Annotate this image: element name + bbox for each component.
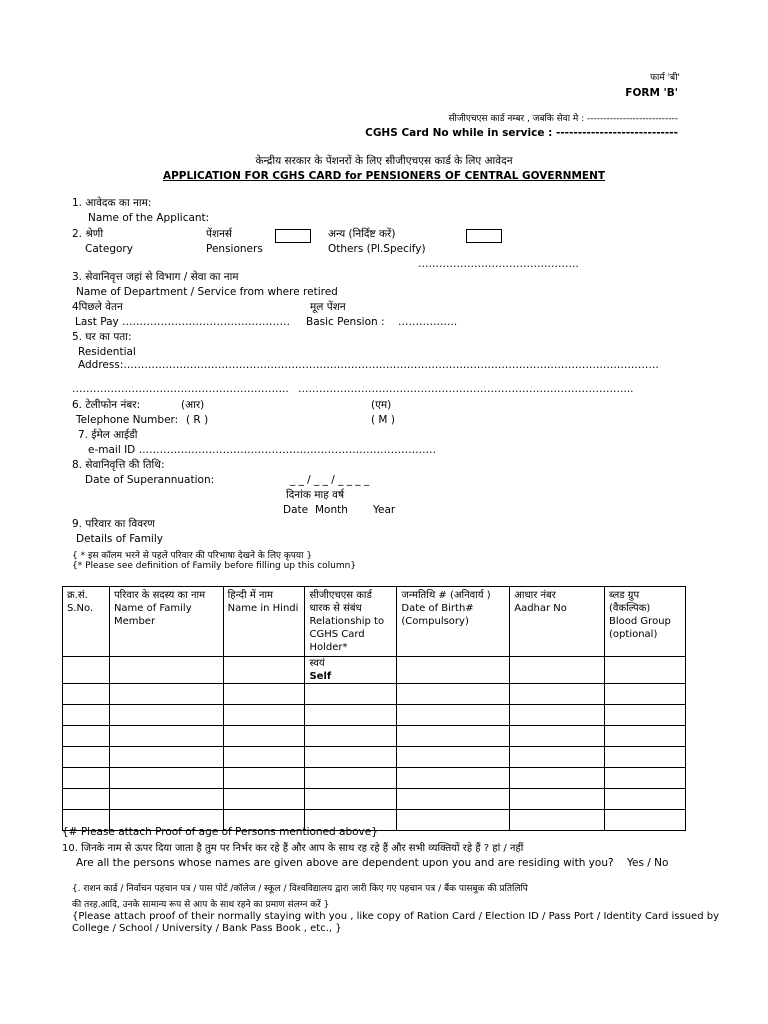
others-checkbox[interactable]	[466, 229, 502, 243]
pensioners-checkbox[interactable]	[275, 229, 311, 243]
date-label: Date	[283, 504, 309, 516]
title-hindi: केन्द्रीय सरकार के पेंशनरों के लिए सीजीएचएस कार्ड के लिए आवेदन	[255, 155, 513, 167]
table-row	[63, 684, 686, 705]
col-sno: क्र.सं. S.No.	[63, 587, 110, 657]
self-cell: स्वयं Self	[305, 657, 397, 684]
telephone-r-label-hindi: (आर)	[181, 399, 205, 411]
others-label: Others (Pl.Specify)	[328, 243, 426, 255]
superannuation-label-hindi: 8. सेवानिवृत्ति की तिथि:	[72, 459, 165, 471]
email-field[interactable]: e-mail ID ………………………………………………………………………….	[88, 444, 436, 456]
table-row	[63, 657, 686, 684]
telephone-m-label: ( M )	[371, 414, 395, 426]
month-label: Month	[315, 504, 348, 516]
form-label: FORM 'B'	[625, 87, 678, 99]
dependents-question: Are all the persons whose names are given above are dependent upon you and are residing with you?	[76, 857, 614, 869]
telephone-label: Telephone Number:	[76, 414, 179, 426]
department-label: Name of Department / Service from where retired	[76, 286, 338, 298]
dependents-yes-no[interactable]: Yes / No	[627, 857, 669, 869]
superannuation-label: Date of Superannuation:	[85, 474, 215, 486]
address-field-line1[interactable]: Address:………………………………………………………………………………………………………………………………………	[78, 359, 659, 371]
cghs-card-no-hindi: सीजीएचएस कार्ड नम्बर , जबकि सेवा मे : ----------------------------	[448, 114, 678, 124]
category-label-hindi: 2. श्रेणी	[72, 228, 104, 240]
last-pay-field[interactable]: Last Pay …………………………………………	[75, 316, 291, 328]
telephone-label-hindi: 6. टेलीफोन नंबर:	[72, 399, 141, 411]
table-row	[63, 726, 686, 747]
residence-proof-hindi-1: {. राशन कार्ड / निर्वाचन पहचान पत्र / पास पोर्ट /कॉलेज / स्कूल / विश्वविद्यालय द्वारा जारी किए गए पहचान पत्र / बैंक पासबुक की प्रतिलिपि	[72, 884, 528, 894]
date-month-year-hindi: दिनांक माह वर्ष	[286, 489, 345, 501]
applicant-name-label: Name of the Applicant:	[88, 212, 210, 224]
family-details-label-hindi: 9. परिवार का विवरण	[72, 518, 155, 530]
dependents-question-hindi: 10. जिनके नाम से ऊपर दिया जाता है तुम पर निर्भर कर रहे हैं और आप के साथ रह रहे हैं और सभी व्यक्तियों रहे हैं ? हां / नहीं	[62, 843, 524, 854]
family-details-label: Details of Family	[76, 533, 163, 545]
col-family-member: परिवार के सदस्य का नाम Name of Family Member	[109, 587, 223, 657]
applicant-name-label-hindi: 1. आवेदक का नाम:	[72, 197, 152, 209]
form-label-hindi: फार्म 'बी'	[650, 73, 680, 83]
family-table	[62, 586, 686, 831]
family-note-hindi: { * इस कॉलम भरने से पहले परिवार की परिभाषा देखने के लिए कृपया }	[72, 551, 313, 561]
basic-pension-field[interactable]: ……………..	[398, 316, 458, 328]
department-label-hindi: 3. सेवानिवृत्त जहां से विभाग / सेवा का नाम	[72, 271, 239, 283]
table-header-row	[63, 587, 686, 657]
address-label-hindi: 5. घर का पता:	[72, 331, 132, 343]
telephone-r-label: ( R )	[186, 414, 209, 426]
pensioners-label: Pensioners	[206, 243, 263, 255]
col-relationship: सीजीएचएस कार्ड धारक से संबंध Relationship to CGHS Card Holder*	[305, 587, 397, 657]
proof-of-age-note: {# Please attach Proof of age of Persons mentioned above}	[62, 826, 378, 838]
col-aadhar: आधार नंबर Aadhar No	[510, 587, 605, 657]
pensioners-label-hindi: पेंशनर्स	[206, 228, 233, 240]
others-label-hindi: अन्य (निर्दिष्ट करें)	[328, 228, 396, 240]
residence-proof-1: {Please attach proof of their normally staying with you , like copy of Ration Card / Election ID / Pass Port / Identity Card issued by	[72, 911, 719, 922]
residence-proof-2: College / School / University / Bank Pass Book , etc., }	[72, 923, 342, 934]
others-specify-line[interactable]: ……………………………………….	[418, 258, 579, 270]
basic-pension-label-hindi: मूल पेंशन	[310, 301, 346, 313]
table-row	[63, 705, 686, 726]
superannuation-date-field[interactable]: _ _ / _ _ / _ _ _ _	[290, 474, 370, 486]
address-label: Residential	[78, 346, 136, 358]
col-blood-group: ब्लड ग्रुप (वैकल्पिक) Blood Group (optional)	[605, 587, 686, 657]
family-note: {* Please see definition of Family before filling up this column}	[72, 561, 357, 571]
residence-proof-hindi-2: की तरह.आदि, उनके सामान्य रूप से आप के साथ रहने का प्रमाण संलग्न करें }	[72, 900, 330, 910]
last-pay-label-hindi: 4पिछले वेतन	[72, 301, 123, 313]
col-date-of-birth: जन्मतिथि # (अनिवार्य ) Date of Birth# (Compulsory)	[397, 587, 510, 657]
address-field-line2a[interactable]: ……………………………………………………..	[72, 383, 289, 395]
table-row	[63, 768, 686, 789]
email-label-hindi: 7. ईमेल आईडी	[78, 429, 138, 441]
basic-pension-label: Basic Pension :	[306, 316, 385, 328]
year-label: Year	[373, 504, 396, 516]
cghs-card-no-field: CGHS Card No while in service : ----------------------------	[365, 127, 678, 139]
page-title: APPLICATION FOR CGHS CARD for PENSIONERS OF CENTRAL GOVERNMENT	[162, 170, 606, 182]
table-row	[63, 747, 686, 768]
address-field-line2b[interactable]: …………………………………………………………………………………...	[298, 383, 634, 395]
col-name-hindi: हिन्दी में नाम Name in Hindi	[223, 587, 305, 657]
telephone-m-label-hindi: (एम)	[371, 399, 392, 411]
table-row	[63, 789, 686, 810]
category-label: Category	[85, 243, 133, 255]
